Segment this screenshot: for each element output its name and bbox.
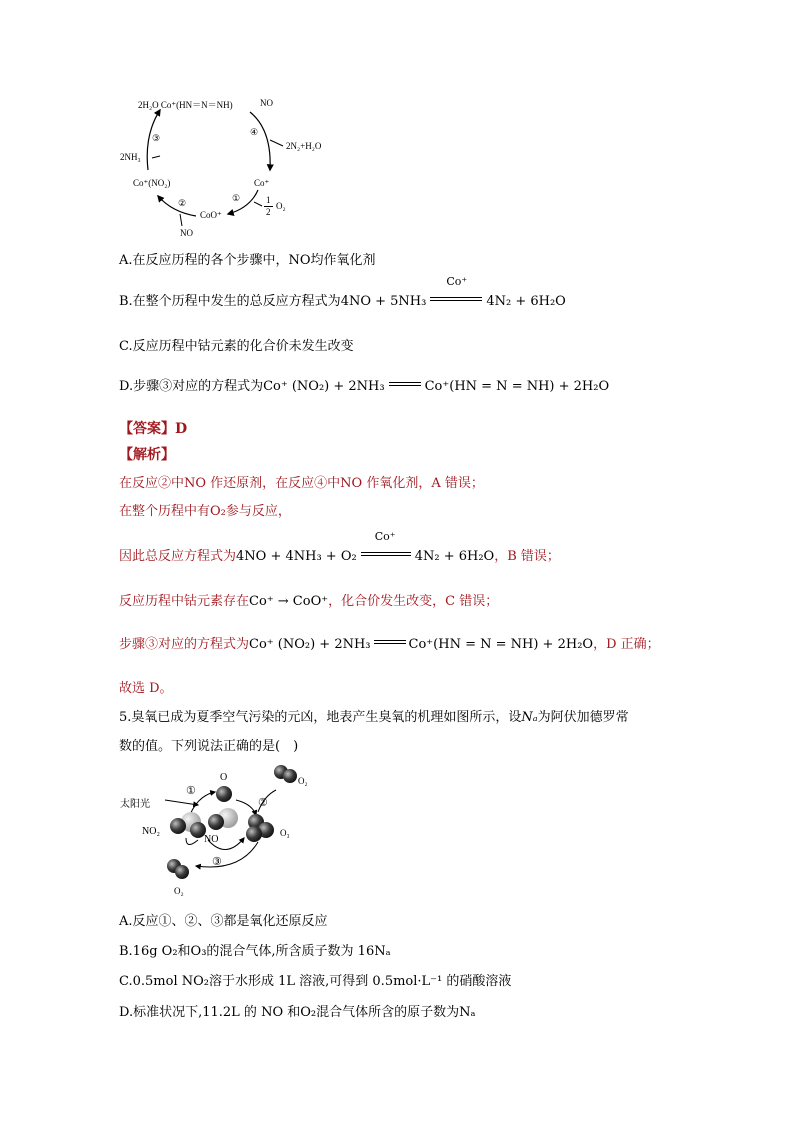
q4-option-d-left: Co⁺ (NO₂) + 2NH₃ [263,379,385,394]
label-n2-h2o: 2N₂+H₂O [286,141,322,151]
q5-option-c: C.0.5mol NO₂溶于水形成 1L 溶液,可得到 0.5mol·L⁻¹ 的硝酸溶液 [119,974,512,989]
analysis-line-5-suffix: ，D 正确； [593,637,660,652]
q5-option-b: B.16g O₂和O₃的混合气体,所含质子数为 16Nₐ [119,944,391,959]
analysis-line-3-suffix: ，B 错误； [494,549,560,564]
label-step2: ② [178,198,187,208]
label-o2: O₂ [276,201,286,211]
label-o: O [220,772,228,783]
q4-option-a: A.在反应历程的各个步骤中，NO均作氧化剂 [119,253,376,268]
label-o3: O₃ [280,828,290,838]
label-step3: ③ [212,856,222,868]
label-step1: ① [186,785,196,797]
answer-label: 【答案】D [119,421,188,437]
analysis-line-1: 在反应②中NO 作还原剂，在反应④中NO 作氧化剂，A 错误； [119,476,484,491]
q4-option-c: C.反应历程中钴元素的化合价未发生改变 [119,339,354,354]
arrow-no-to-no2 [186,838,198,845]
o2-bottom-atom-b [175,865,189,879]
label-o2-bottom: O₂ [174,886,184,896]
analysis-label: 【解析】 [119,447,175,463]
analysis-line-3-right: 4N₂ + 6H₂O [414,549,495,564]
label-co-plus: Co⁺ [254,178,270,188]
label-step3: ③ [152,133,161,143]
label-hn-complex: 2H₂O Co⁺(HN＝N＝NH) [138,100,233,110]
analysis-line-4-suffix: ，化合价发生改变，C 错误； [328,594,499,609]
analysis-line-2: 在整个历程中有O₂参与反应， [119,504,291,519]
analysis-line-5-prefix: 步骤③对应的方程式为 [119,637,250,652]
analysis-line-6: 故选 D。 [119,681,173,696]
q5-stem-text: 5.臭氧已成为夏季空气污染的元凶，地表产生臭氧的机理如图所示，设 [119,710,522,725]
label-step2: ② [258,797,268,809]
q4-option-b-left: 4NO + 5NH₃ [340,294,427,309]
analysis-line-5-right: Co⁺(HN = N = NH) + 2H₂O [408,637,594,652]
no-o-atom [208,814,224,830]
analysis-line-3-left: 4NO + 4NH₃ + O₂ [236,549,357,564]
label-step1: ① [232,193,241,203]
label-coo: CoO⁺ [200,210,222,220]
q5-option-a: A.反应①、②、③都是氧化还原反应 [119,914,328,929]
arrow-sunlight [165,800,198,805]
no2-o-atom-a [170,818,186,834]
q5-stem-end: 为阿伏加德罗常 [537,710,629,725]
label-nh3: 2NH₃ [120,152,141,162]
arrow-step3 [196,842,258,867]
o-atom-free [216,786,232,802]
q4-option-b-prefix: B.在整个历程中发生的总反应方程式为 [119,294,341,309]
label-half-den: 2 [266,207,271,217]
label-no: NO [204,834,219,845]
q5-stem-line-2: 数的值。下列说法正确的是( ) [119,739,299,754]
label-step4: ④ [250,127,259,137]
q4-option-b-catalyst: Co⁺ [446,275,468,288]
q4-option-b-right: 4N₂ + 6H₂O [486,294,566,309]
q4-option-d-prefix: D.步骤③对应的方程式为 [119,379,264,394]
analysis-line-5-left: Co⁺ (NO₂) + 2NH₃ [249,637,371,652]
label-o2-top: O₂ [298,776,308,786]
arrow-o-to-o3 [236,800,256,815]
label-no-top: NO [260,98,273,108]
label-co-no2: Co⁺(NO₂) [133,178,171,188]
label-no2: NO₂ [142,826,160,837]
analysis-line-3-prefix: 因此总反应方程式为 [119,549,237,564]
o2-top-atom-b [283,769,297,783]
analysis-line-3-catalyst: Co⁺ [374,530,396,543]
o3-atom-c [246,826,262,842]
label-half-num: 1 [266,195,271,205]
q4-option-d-right: Co⁺(HN = N = NH) + 2H₂O [424,379,610,394]
label-sunlight: 太阳光 [120,799,150,810]
label-no-bottom: NO [180,228,193,238]
q5-stem-na: Nₐ [521,710,538,725]
q5-option-d: D.标准状况下,11.2L 的 NO 和O₂混合气体所含的原子数为Nₐ [119,1005,476,1020]
analysis-line-4-prefix: 反应历程中钴元素存在 [119,594,250,609]
analysis-line-4-expr: Co⁺ → CoO⁺ [249,594,329,609]
